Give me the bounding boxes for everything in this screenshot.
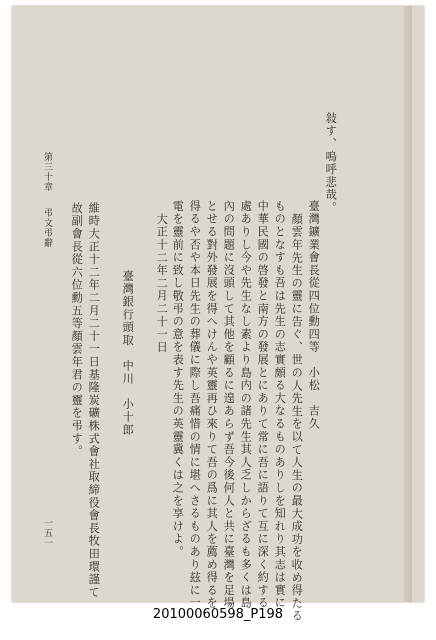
signatory-top: 臺灣鑛業會長從四位勳四等 小松 吉久 <box>307 200 321 431</box>
text-line: 電を靈前に致し敬弔の意を表す先生の英靈冀くは之を享けよ。 <box>171 200 185 559</box>
text-line: 維時大正十二年二月二十一日基隆炭礦株式會社取締役會長牧田環謹て <box>87 202 101 599</box>
text-line: 顏雲年先生の靈に告ぐ、世の人先生を以て人生の最大成功を收め得たる <box>290 213 304 623</box>
text-line: とせる對外發展を得へけんや英靈再ひ來りて吾の爲に其人を薦め得るを <box>205 200 219 610</box>
margin-section: 弔文弔辭 <box>42 208 52 248</box>
text-line: 得るや否や本日先生の葬儀に際し吾痛惜の情に堪へさるものあり玆に一 <box>188 200 202 610</box>
text-line: 內の問題に沒頭して其他を顧るに遑あらず吾今後何人と共に臺灣を足場 <box>222 200 236 610</box>
date-line: 大正十二年二月二十一日 <box>155 213 169 354</box>
margin-chapter: 第三十章 <box>42 152 52 192</box>
signatory-bottom: 臺灣銀行頭取 中川 小十郎 <box>121 270 135 437</box>
text-line: 敍す、嗚呼悲哉。 <box>324 112 338 215</box>
page-binding-edge <box>404 6 412 602</box>
image-caption: 20100060598_P198 <box>152 607 284 622</box>
text-line: ものとなすも吾は先生の志實頗る大なるものありしを知れり其志は實に <box>273 200 287 610</box>
text-line: 故副會長從六位勳五等顏雲年君の靈を弔す。 <box>70 202 84 458</box>
page-number: 一五一 <box>42 518 52 548</box>
text-line: 中華民國の啓發と南方の發展とにありて常に吾に語りて互に深く約する <box>256 200 270 610</box>
text-line: 處ありし今や先生なし素より島内の諸先生其人乏しからざるも多くは島 <box>239 200 253 610</box>
